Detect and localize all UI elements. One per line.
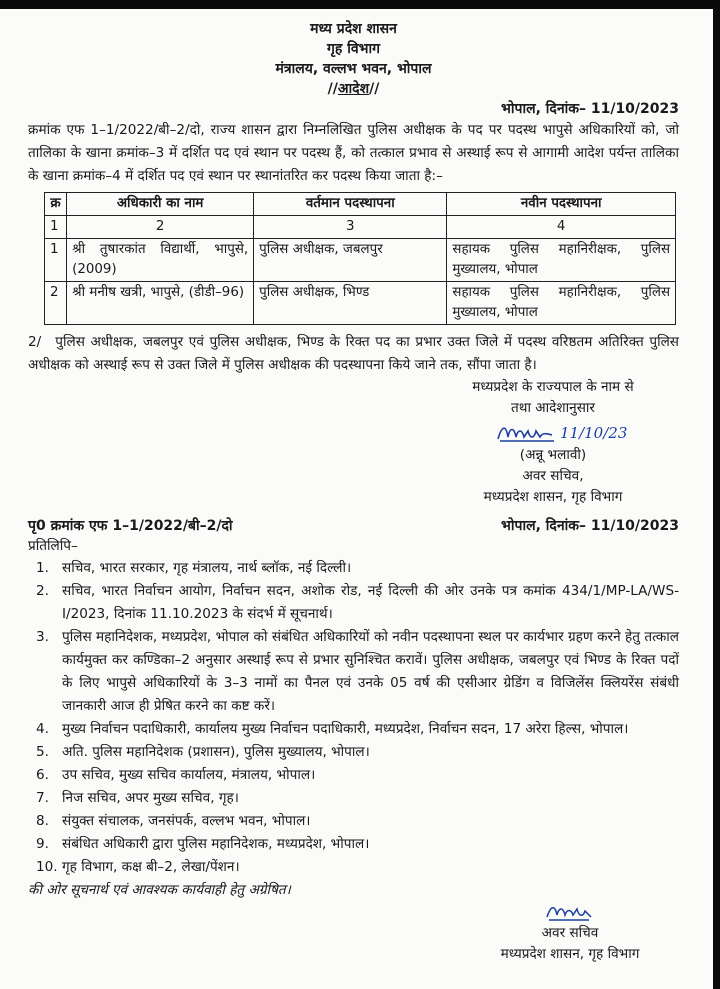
table-row bbox=[45, 239, 676, 282]
order-body: क्रमांक एफ 1–1/2022/बी–2/दो, राज्य शासन द्वारा निम्नलिखित पुलिस अधीक्षक के पद पर पदस्थ भापुसे अधिकारियों को, जो तालिका के खाना क्रमांक–3 में दर्शित पद एवं स्थान पर पदस्थ हैं, को तत्काल प्रभाव से अस्थाई रूप से आगामी आदेश पर्यन्त तालिका के खाना क्रमांक–4 में दर्शित पद एवं स्थान पर स्थानांतरित कर पदस्थ किया जाता है:– bbox=[28, 122, 679, 184]
list-item bbox=[28, 833, 679, 856]
list-text: उप सचिव, मुख्य सचिव कार्यालय, मंत्रालय, भोपाल। bbox=[62, 767, 316, 783]
list-number: 6. bbox=[36, 767, 49, 783]
list-number: 1. bbox=[36, 560, 49, 576]
signature-scribble-icon bbox=[496, 421, 556, 445]
final-signature-block bbox=[460, 901, 680, 965]
header-sno: क्र bbox=[45, 193, 67, 216]
colnum-1: 1 bbox=[45, 216, 67, 239]
final-designation: अवर सचिव bbox=[541, 925, 599, 941]
order-title bbox=[28, 79, 679, 99]
document-page bbox=[0, 9, 713, 989]
header-current: वर्तमान पदस्थापना bbox=[254, 193, 447, 216]
list-number: 10. bbox=[36, 859, 58, 875]
copy-label: प्रतिलिपि– bbox=[28, 538, 78, 554]
list-number: 7. bbox=[36, 790, 49, 806]
header-new: नवीन पदस्थापना bbox=[447, 193, 676, 216]
endorsement-date: भोपाल, दिनांक– 11/10/2023 bbox=[501, 518, 679, 534]
table-colnum-row bbox=[45, 216, 676, 239]
transfer-table bbox=[44, 192, 676, 325]
authority-line-2: तथा आदेशानुसार bbox=[511, 400, 595, 416]
signatory-name: (अन्नू भलावी) bbox=[519, 447, 587, 463]
order-title-suffix: // bbox=[369, 81, 380, 97]
list-item bbox=[28, 580, 679, 626]
list-text: पुलिस महानिदेशक, मध्यप्रदेश, भोपाल को संबंधित अधिकारियों को नवीन पदस्थापना स्थल पर कार्यभार ग्रहण करने हेतु तत्काल कार्यमुक्त कर कण्डिका–2 अनुसार अस्थाई रूप से प्रभार सुनिश्चित करावें। पुलिस अधीक्षक, जबलपुर एवं भिण्ड के रिक्त पदों के लिए भापुसे अधिकारियों के 3–3 नामों का पैनल एवं उनके 05 वर्ष की एसीआर ग्रेडिंग व विजिलेंस क्लियरेंस संबंधी जानकारी आज ही प्रेषित करने का कष्ट करें। bbox=[62, 629, 679, 714]
paragraph-2 bbox=[28, 331, 679, 377]
list-number: 9. bbox=[36, 836, 49, 852]
header-address: मंत्रालय, वल्लभ भवन, भोपाल bbox=[275, 61, 432, 77]
colnum-2: 2 bbox=[67, 216, 254, 239]
list-number: 3. bbox=[36, 629, 49, 645]
list-number: 8. bbox=[36, 813, 49, 829]
order-title-text: आदेश bbox=[337, 81, 370, 97]
list-number: 2. bbox=[36, 583, 49, 599]
row-name: श्री तुषारकांत विद्यार्थी, भापुसे, (2009) bbox=[67, 239, 254, 282]
order-date: भोपाल, दिनांक– 11/10/2023 bbox=[501, 101, 679, 117]
authority-line-1: मध्यप्रदेश के राज्यपाल के नाम से bbox=[472, 379, 634, 395]
row-sno: 1 bbox=[45, 239, 67, 282]
list-text: गृह विभाग, कक्ष बी–2, लेखा/पेंशन। bbox=[62, 859, 240, 875]
header-government: मध्य प्रदेश शासन bbox=[310, 21, 397, 37]
list-text: संयुक्त संचालक, जनसंपर्क, वल्लभ भवन, भोपाल। bbox=[62, 813, 311, 829]
list-number: 5. bbox=[36, 744, 49, 760]
paragraph-2-text: पुलिस अधीक्षक, जबलपुर एवं पुलिस अधीक्षक, भिण्ड के रिक्त पद का प्रभार उक्त जिले में पदस्थ वरिष्ठतम अतिरिक्त पुलिस अधीक्षक को अस्थाई रूप से उक्त जिले में पुलिस अधीक्षक की पदस्थापना किये जाने तक, सौंपा जाता है। bbox=[28, 334, 679, 373]
signatory-department: मध्यप्रदेश शासन, गृह विभाग bbox=[483, 489, 623, 505]
signature-scribble-icon bbox=[545, 901, 595, 923]
header-name: अधिकारी का नाम bbox=[67, 193, 254, 216]
list-item bbox=[28, 810, 679, 833]
row-name: श्री मनीष खत्री, भापुसे, (डीडी–96) bbox=[67, 282, 254, 325]
list-text: अति. पुलिस महानिदेशक (प्रशासन), पुलिस मुख्यालय, भोपाल। bbox=[62, 744, 370, 760]
row-new: सहायक पुलिस महानिरीक्षक, पुलिस मुख्यालय, भोपाल bbox=[447, 239, 676, 282]
final-department: मध्यप्रदेश शासन, गृह विभाग bbox=[500, 946, 640, 962]
list-item bbox=[28, 626, 679, 718]
list-text: सचिव, भारत निर्वाचन आयोग, निर्वाचन सदन, अशोक रोड, नई दिल्ली की ओर उनके पत्र कमांक 434/1/MP-LA/WS-I/2023, दिनांक 11.10.2023 के संदर्भ में सूचनार्थ। bbox=[62, 583, 679, 622]
copy-list bbox=[28, 557, 679, 879]
list-text: मुख्य निर्वाचन पदाधिकारी, कार्यालय मुख्य निर्वाचन पदाधिकारी, मध्यप्रदेश, निर्वाचन सदन, 17 अरेरा हिल्स, भोपाल। bbox=[62, 721, 629, 737]
paragraph-2-number: 2/ bbox=[28, 334, 42, 350]
list-item bbox=[28, 741, 679, 764]
colnum-4: 4 bbox=[447, 216, 676, 239]
list-item bbox=[28, 764, 679, 787]
endorsement-header bbox=[28, 516, 679, 536]
order-title-prefix: // bbox=[327, 81, 338, 97]
list-number: 4. bbox=[36, 721, 49, 737]
handwritten-signature bbox=[418, 419, 688, 445]
closing-note: की ओर सूचनार्थ एवं आवश्यक कार्यवाही हेतु अग्रेषित। bbox=[28, 882, 291, 898]
list-text: सचिव, भारत सरकार, गृह मंत्रालय, नार्थ ब्लॉक, नई दिल्ली। bbox=[62, 560, 352, 576]
endorsement-ref: पृ0 क्रमांक एफ 1–1/2022/बी–2/दो bbox=[28, 518, 233, 534]
row-current: पुलिस अधीक्षक, भिण्ड bbox=[254, 282, 447, 325]
list-text: निज सचिव, अपर मुख्य सचिव, गृह। bbox=[62, 790, 239, 806]
list-item bbox=[28, 557, 679, 580]
row-current: पुलिस अधीक्षक, जबलपुर bbox=[254, 239, 447, 282]
list-item bbox=[28, 856, 679, 879]
signature-date: 11/10/23 bbox=[560, 424, 628, 442]
signatory-designation: अवर सचिव, bbox=[522, 468, 584, 484]
list-text: संबंधित अधिकारी द्वारा पुलिस महानिदेशक, मध्यप्रदेश, भोपाल। bbox=[62, 836, 370, 852]
header-department: गृह विभाग bbox=[327, 41, 380, 57]
table-header-row bbox=[45, 193, 676, 216]
list-item bbox=[28, 787, 679, 810]
row-new: सहायक पुलिस महानिरीक्षक, पुलिस मुख्यालय, भोपाल bbox=[447, 282, 676, 325]
final-signature bbox=[460, 901, 680, 923]
row-sno: 2 bbox=[45, 282, 67, 325]
list-item bbox=[28, 718, 679, 741]
table-row bbox=[45, 282, 676, 325]
colnum-3: 3 bbox=[254, 216, 447, 239]
signature-block bbox=[418, 377, 688, 508]
